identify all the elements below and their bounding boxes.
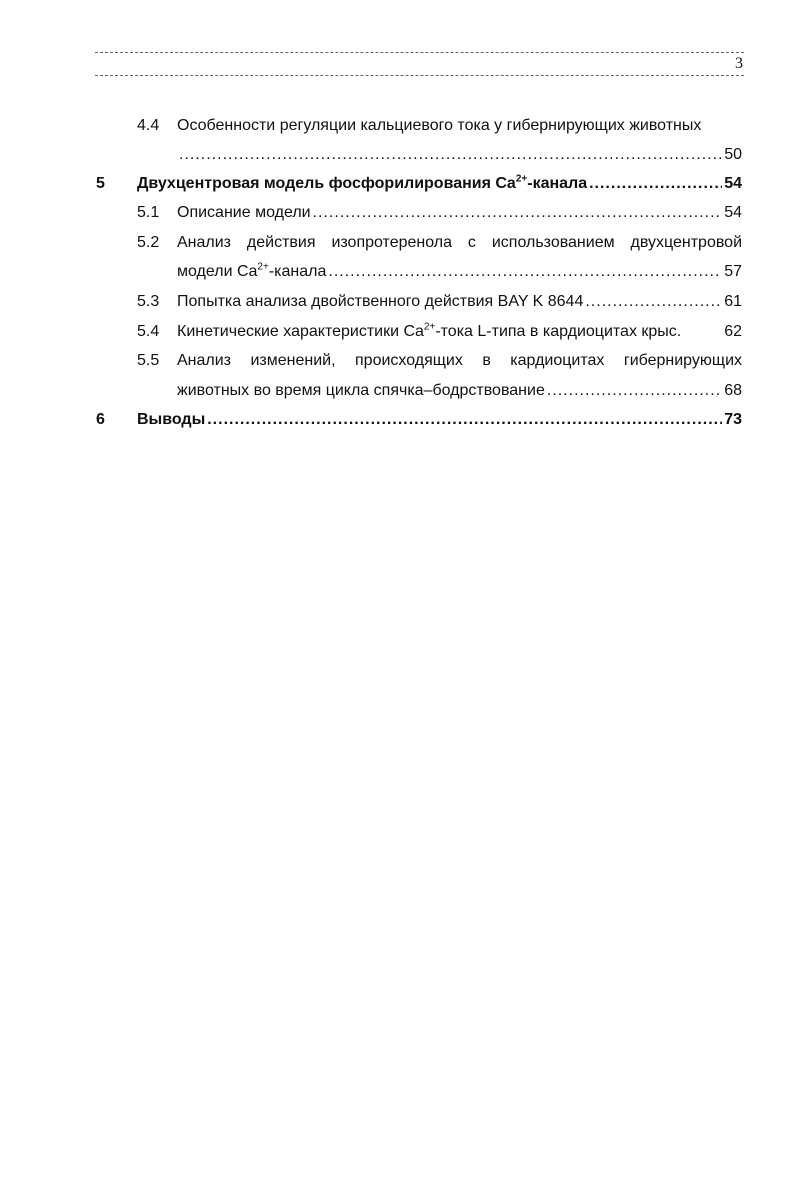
toc-entry-5-1[interactable] — [177, 203, 742, 223]
toc-title-5-4: Кинетические характеристики $Ca^{2+}$-тока L-типа в кардиоцитах крыс. — [177, 322, 682, 340]
toc-leader-dots — [328, 262, 722, 282]
toc-entry-5-2-line1[interactable] — [177, 233, 742, 253]
toc-title-5-2-line1: Анализ действия изопротеренола с использованием двухцентровой — [177, 234, 742, 251]
header-rule-bottom — [95, 75, 744, 76]
toc-number-4-4: 4.4 — [137, 117, 160, 134]
toc-entry-5-5-line2[interactable] — [177, 381, 742, 401]
toc-entry-6[interactable] — [137, 410, 742, 430]
toc-number-5: 5 — [96, 175, 105, 192]
page-number: 3 — [735, 55, 743, 72]
toc-leader-dots — [585, 292, 722, 312]
toc-title-5-1: Описание модели — [177, 204, 311, 221]
toc-title-6: Выводы — [137, 411, 206, 428]
toc-leader-dots — [547, 381, 722, 401]
toc-leader-dots — [179, 145, 722, 165]
toc-entry-5-4[interactable] — [177, 322, 742, 342]
toc-leader-dots — [207, 410, 722, 430]
toc-number-5-2: 5.2 — [137, 234, 160, 251]
toc-title-5: Двухцентровая модель фосфорилирования $Ca^{2+}$-канала — [137, 174, 588, 192]
toc-leader-dots — [313, 203, 723, 223]
toc-page-5-3: 61 — [724, 293, 742, 310]
header-rule-top — [95, 52, 744, 53]
toc-entry-5-3[interactable] — [177, 292, 742, 312]
toc-page-5-1: 54 — [724, 204, 742, 221]
toc-page-6: 73 — [724, 411, 742, 428]
toc-leader-dots — [589, 174, 722, 194]
toc-entry-5-5-line1[interactable] — [177, 351, 742, 371]
toc-page-5-5: 68 — [724, 382, 742, 399]
toc-title-5-2-line2: модели $Ca^{2+}$-канала — [177, 262, 327, 280]
toc-title-5-5-line2: животных во время цикла спячка–бодрствование — [177, 382, 545, 399]
toc-number-5-1: 5.1 — [137, 204, 160, 221]
toc-entry-4-4-line1[interactable] — [177, 116, 742, 136]
toc-number-5-5: 5.5 — [137, 352, 160, 369]
toc-number-6: 6 — [96, 411, 105, 428]
toc-number-5-3: 5.3 — [137, 293, 160, 310]
toc-page-5-4: 62 — [724, 323, 742, 340]
toc-number-5-4: 5.4 — [137, 323, 160, 340]
toc-entry-5[interactable] — [137, 174, 742, 194]
toc-page-4-4: 50 — [724, 146, 742, 163]
toc-title-5-3: Попытка анализа двойственного действия BAY K 8644 — [177, 293, 584, 310]
toc-entry-4-4-line2[interactable] — [177, 145, 742, 165]
toc-page-5-2: 57 — [724, 263, 742, 280]
toc-page-5: 54 — [724, 175, 742, 192]
toc-title-4-4: Особенности регуляции кальциевого тока у гибернирующих животных — [177, 117, 702, 134]
toc-title-5-5-line1: Анализ изменений, происходящих в кардиоцитах гибернирующих — [177, 352, 742, 369]
toc-entry-5-2-line2[interactable] — [177, 262, 742, 282]
